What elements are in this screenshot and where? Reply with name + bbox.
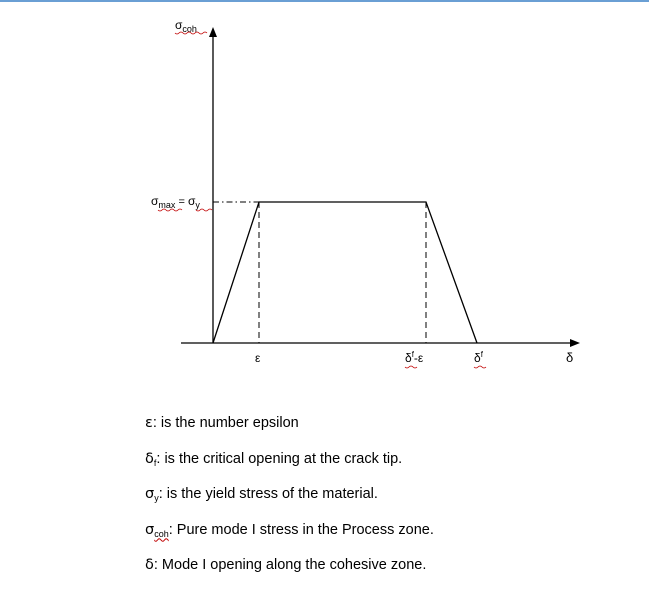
cohesive-law-curve (213, 202, 477, 343)
legend-text: : is the number epsilon (152, 415, 299, 431)
delta-f-minus-epsilon-tick-label: $\delta^f-\varepsilon$ (405, 350, 424, 365)
legend-subscript: f (153, 457, 157, 468)
legend-subscript: y (154, 493, 159, 503)
legend-symbol: σ (145, 521, 155, 538)
legend-subscript: coh (154, 528, 169, 539)
legend-symbol: δ (145, 557, 154, 573)
legend-item-delta-f (145, 448, 625, 484)
x-axis-label: δ (566, 350, 574, 365)
delta-f-tick-label: $\delta^f$ (474, 350, 483, 365)
epsilon-tick-label: ε (255, 351, 261, 365)
legend-symbol: δ (145, 450, 154, 467)
legend (145, 412, 625, 590)
legend-text: : Mode I opening along the cohesive zone. (153, 557, 427, 573)
max-stress-label: $\sigma_{max} = \sigma_y$ (151, 194, 200, 210)
x-axis-arrow (570, 339, 580, 347)
legend-text: : is the yield stress of the material. (158, 486, 378, 502)
legend-symbol: σ (145, 486, 155, 502)
legend-item-sigma-y (145, 483, 625, 519)
y-axis-label: $\sigma_{coh}$ (175, 18, 197, 34)
legend-symbol: ε (145, 415, 153, 431)
legend-item-delta (145, 554, 625, 590)
y-axis-arrow (209, 27, 217, 37)
legend-item-sigma-coh (145, 519, 625, 555)
legend-text: : is the critical opening at the crack tip. (156, 450, 403, 467)
legend-item-epsilon (145, 412, 625, 448)
legend-text: : Pure mode I stress in the Process zone. (168, 521, 434, 538)
